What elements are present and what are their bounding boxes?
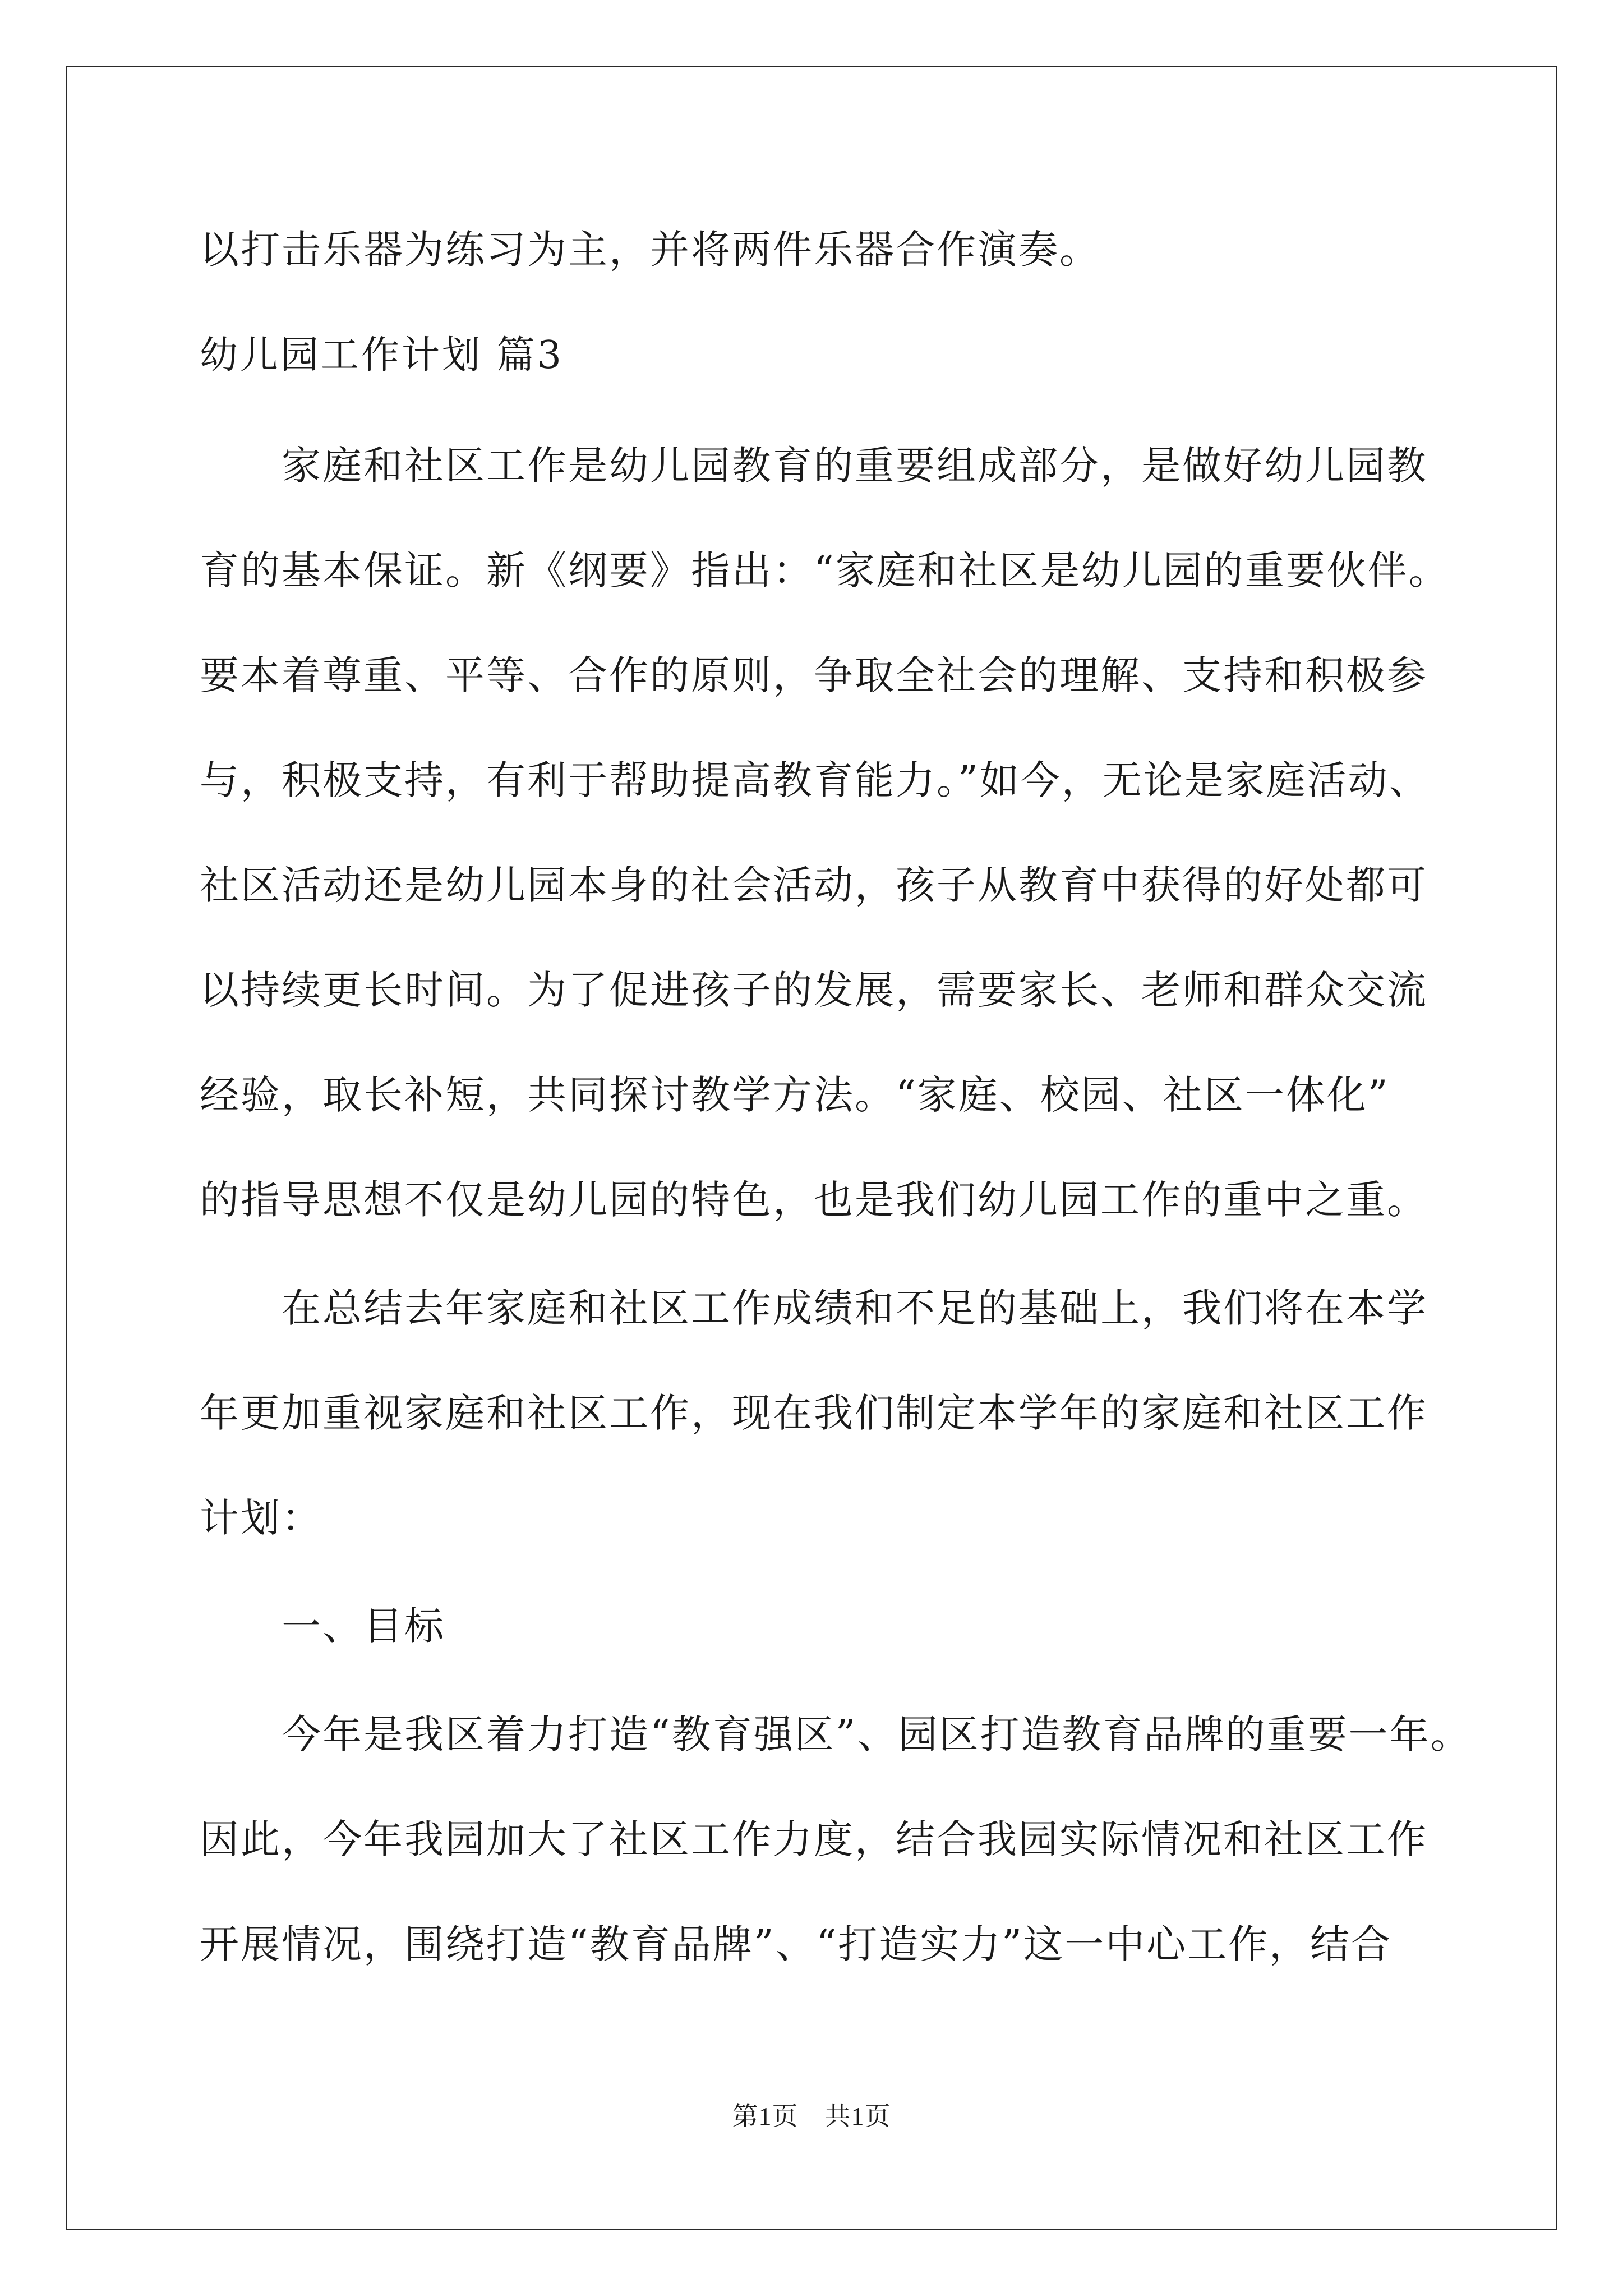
body-text-line: 经验，取长补短，共同探讨教学方法。“家庭、校园、社区一体化” (200, 1072, 1390, 1118)
body-text-line: 在总结去年家庭和社区工作成绩和不足的基础上，我们将在本学 (200, 1285, 1428, 1331)
body-text-line: 以持续更长时间。为了促进孩子的发展，需要家长、老师和群众交流 (200, 967, 1428, 1013)
body-text-line: 社区活动还是幼儿园本身的社会活动，孩子从教育中获得的好处都可 (200, 862, 1428, 908)
body-text-line: 的指导思想不仅是幼儿园的特色，也是我们幼儿园工作的重中之重。 (200, 1177, 1428, 1223)
body-text-line: 年更加重视家庭和社区工作，现在我们制定本学年的家庭和社区工作 (200, 1390, 1428, 1436)
body-text-line: 开展情况，围绕打造“教育品牌”、“打造实力”这一中心工作，结合 (200, 1921, 1393, 1967)
body-text-line: 因此，今年我园加大了社区工作力度，结合我园实际情况和社区工作 (200, 1816, 1428, 1862)
page-number-footer: 第1页 共1页 (732, 2102, 891, 2131)
body-text-line: 今年是我区着力打造“教育强区”、园区打造教育品牌的重要一年。 (200, 1711, 1472, 1757)
body-text-line: 家庭和社区工作是幼儿园教育的重要组成部分，是做好幼儿园教 (200, 443, 1428, 489)
body-text-line: 与，积极支持，有利于帮助提高教育能力。”如今，无论是家庭活动、 (200, 757, 1430, 803)
page-border (66, 66, 1557, 2230)
body-text-line: 以打击乐器为练习为主，并将两件乐器合作演奏。 (200, 227, 1100, 273)
body-text-line: 要本着尊重、平等、合作的原则，争取全社会的理解、支持和积极参 (200, 652, 1428, 698)
section-heading: 幼儿园工作计划 篇3 (200, 333, 564, 378)
body-text-line: 育的基本保证。新《纲要》指出：“家庭和社区是幼儿园的重要伙伴。 (200, 547, 1450, 593)
body-text-line: 计划： (200, 1495, 322, 1541)
subsection-heading: 一、目标 (200, 1603, 445, 1649)
